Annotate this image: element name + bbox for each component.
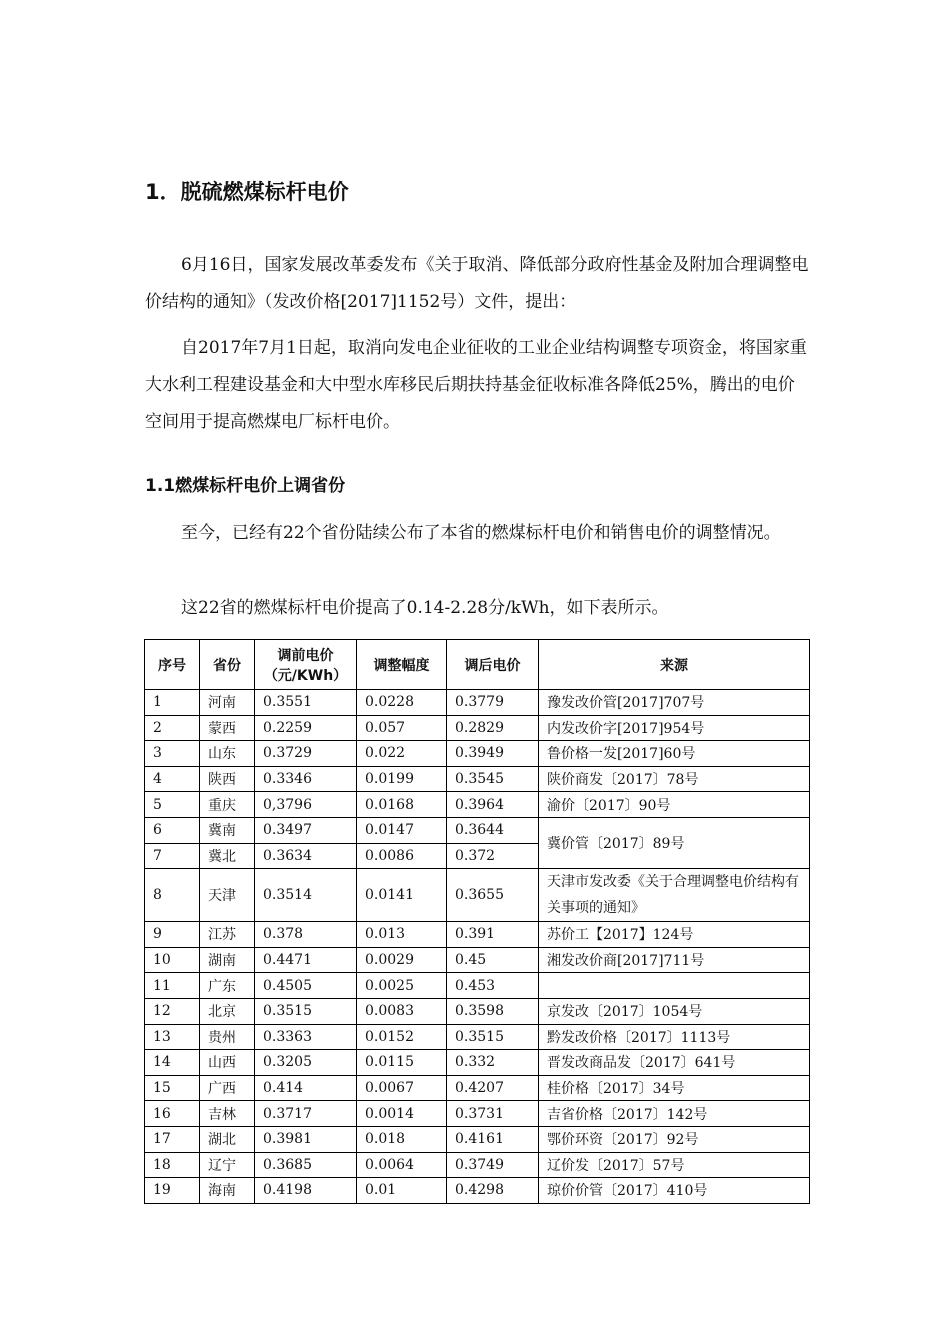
cell-source: 内发改价字[2017]954号 [539,715,810,741]
cell-province: 山东 [200,741,255,767]
cell-after: 0.332 [447,1050,539,1076]
cell-no: 6 [145,817,200,843]
cell-no: 3 [145,741,200,767]
intro-paragraph: 6月16日，国家发展改革委发布《关于取消、降低部分政府性基金及附加合理调整电价结构的通知》（发改价格[2017]1152号）文件，提出： [145,255,809,312]
provinces-paragraph: 至今，已经有22个省份陆续公布了本省的燃煤标杆电价和销售电价的调整情况。 [181,523,781,543]
cell-before: 0.3514 [255,869,357,922]
cell-adjust: 0.0064 [357,1152,447,1178]
cell-after: 0.4298 [447,1178,539,1204]
cell-after: 0.3515 [447,1024,539,1050]
header-no: 序号 [145,640,200,690]
policy-paragraph: 自2017年7月1日起，取消向发电企业征收的工业企业结构调整专项资金，将国家重大水利工程建设基金和大中型水库移民后期扶持基金征收标准各降低25%，腾出的电价空间用于提高燃煤电厂标杆电价。 [145,338,807,432]
table-row [145,1178,810,1204]
cell-no: 12 [145,998,200,1024]
cell-before: 0.3634 [255,843,357,869]
cell-no: 8 [145,869,200,922]
cell-province: 广西 [200,1075,255,1101]
header-source: 来源 [539,640,810,690]
cell-adjust: 0.022 [357,741,447,767]
cell-adjust: 0.0025 [357,973,447,999]
cell-before: 0.414 [255,1075,357,1101]
cell-before: 0.4198 [255,1178,357,1204]
table-row [145,741,810,767]
cell-adjust: 0.0199 [357,766,447,792]
table-row [145,1152,810,1178]
cell-adjust: 0.0228 [357,690,447,716]
cell-province: 广东 [200,973,255,999]
header-after-price: 调后电价 [447,640,539,690]
cell-adjust: 0.0067 [357,1075,447,1101]
cell-province: 湖南 [200,947,255,973]
cell-no: 19 [145,1178,200,1204]
cell-after: 0.3545 [447,766,539,792]
cell-no: 5 [145,792,200,818]
cell-no: 18 [145,1152,200,1178]
cell-province: 河南 [200,690,255,716]
cell-source: 琼价价管〔2017〕410号 [539,1178,810,1204]
header-before-line1: 调前电价 [277,647,334,664]
cell-before: 0.3685 [255,1152,357,1178]
cell-source: 鄂价环资〔2017〕92号 [539,1126,810,1152]
cell-source: 陕价商发〔2017〕78号 [539,766,810,792]
cell-after: 0.2829 [447,715,539,741]
cell-no: 17 [145,1126,200,1152]
cell-before: 0,3796 [255,792,357,818]
cell-province: 蒙西 [200,715,255,741]
cell-adjust: 0.018 [357,1126,447,1152]
cell-no: 16 [145,1101,200,1127]
cell-adjust: 0.0083 [357,998,447,1024]
header-before-price [255,640,357,690]
cell-before: 0.3729 [255,741,357,767]
cell-after: 0.45 [447,947,539,973]
table-row [145,869,810,922]
cell-after: 0.3949 [447,741,539,767]
cell-adjust: 0.0152 [357,1024,447,1050]
cell-province: 辽宁 [200,1152,255,1178]
cell-province: 吉林 [200,1101,255,1127]
cell-adjust: 0.0029 [357,947,447,973]
cell-before: 0.3515 [255,998,357,1024]
cell-source: 苏价工【2017】124号 [539,922,810,948]
table-intro-paragraph: 这22省的燃煤标杆电价提高了0.14-2.28分/kWh，如下表所示。 [181,598,669,618]
table-row [145,1024,810,1050]
cell-no: 2 [145,715,200,741]
table-row [145,1101,810,1127]
cell-no: 7 [145,843,200,869]
cell-no: 9 [145,922,200,948]
cell-source: 豫发改价管[2017]707号 [539,690,810,716]
cell-after: 0.3731 [447,1101,539,1127]
cell-source [539,973,810,999]
cell-source: 渝价〔2017〕90号 [539,792,810,818]
cell-source: 天津市发改委《关于合理调整电价结构有关事项的通知》 [539,869,810,922]
cell-no: 13 [145,1024,200,1050]
cell-before: 0.3717 [255,1101,357,1127]
cell-adjust: 0.0141 [357,869,447,922]
header-before-line2: （元/KWh） [263,667,348,684]
cell-source: 吉省价格〔2017〕142号 [539,1101,810,1127]
subsection-heading: 1.1燃煤标杆电价上调省份 [145,476,346,496]
cell-after: 0.3749 [447,1152,539,1178]
cell-after: 0.453 [447,973,539,999]
cell-no: 1 [145,690,200,716]
cell-province: 海南 [200,1178,255,1204]
cell-before: 0.3551 [255,690,357,716]
cell-no: 4 [145,766,200,792]
cell-source: 黔发改价格〔2017〕1113号 [539,1024,810,1050]
cell-after: 0.3779 [447,690,539,716]
cell-before: 0.2259 [255,715,357,741]
section-heading: 1．脱硫燃煤标杆电价 [145,180,349,204]
cell-before: 0.3981 [255,1126,357,1152]
cell-adjust: 0.0086 [357,843,447,869]
table-row [145,947,810,973]
cell-adjust: 0.0115 [357,1050,447,1076]
cell-source: 冀价管〔2017〕89号 [539,817,810,868]
table-header-row [145,640,810,690]
cell-source: 鲁价格一发[2017]60号 [539,741,810,767]
cell-adjust: 0.01 [357,1178,447,1204]
cell-source: 辽价发〔2017〕57号 [539,1152,810,1178]
table-row [145,817,810,843]
cell-no: 10 [145,947,200,973]
cell-before: 0.3205 [255,1050,357,1076]
cell-adjust: 0.0014 [357,1101,447,1127]
table-row [145,973,810,999]
table-row [145,792,810,818]
cell-province: 山西 [200,1050,255,1076]
cell-source: 京发改〔2017〕1054号 [539,998,810,1024]
cell-province: 天津 [200,869,255,922]
table-row [145,1050,810,1076]
header-adjust: 调整幅度 [357,640,447,690]
cell-after: 0.3964 [447,792,539,818]
table-row [145,766,810,792]
cell-no: 15 [145,1075,200,1101]
cell-before: 0.4505 [255,973,357,999]
cell-source: 湘发改价商[2017]711号 [539,947,810,973]
table-row [145,1075,810,1101]
cell-no: 14 [145,1050,200,1076]
cell-after: 0.4161 [447,1126,539,1152]
cell-after: 0.372 [447,843,539,869]
table-row [145,1126,810,1152]
table-row [145,922,810,948]
cell-after: 0.3644 [447,817,539,843]
cell-province: 江苏 [200,922,255,948]
cell-before: 0.378 [255,922,357,948]
cell-province: 陕西 [200,766,255,792]
cell-after: 0.391 [447,922,539,948]
cell-before: 0.4471 [255,947,357,973]
table-row [145,690,810,716]
cell-after: 0.3655 [447,869,539,922]
cell-province: 贵州 [200,1024,255,1050]
cell-source: 晋发改商品发〔2017〕641号 [539,1050,810,1076]
header-province: 省份 [200,640,255,690]
cell-before: 0.3346 [255,766,357,792]
cell-province: 北京 [200,998,255,1024]
cell-province: 重庆 [200,792,255,818]
cell-no: 11 [145,973,200,999]
cell-province: 冀北 [200,843,255,869]
table-row [145,715,810,741]
table-row [145,998,810,1024]
cell-after: 0.4207 [447,1075,539,1101]
cell-after: 0.3598 [447,998,539,1024]
cell-before: 0.3497 [255,817,357,843]
cell-adjust: 0.057 [357,715,447,741]
cell-adjust: 0.0147 [357,817,447,843]
cell-source: 桂价格〔2017〕34号 [539,1075,810,1101]
cell-province: 冀南 [200,817,255,843]
price-adjustment-table [144,639,810,1204]
cell-before: 0.3363 [255,1024,357,1050]
cell-adjust: 0.013 [357,922,447,948]
cell-adjust: 0.0168 [357,792,447,818]
cell-province: 湖北 [200,1126,255,1152]
